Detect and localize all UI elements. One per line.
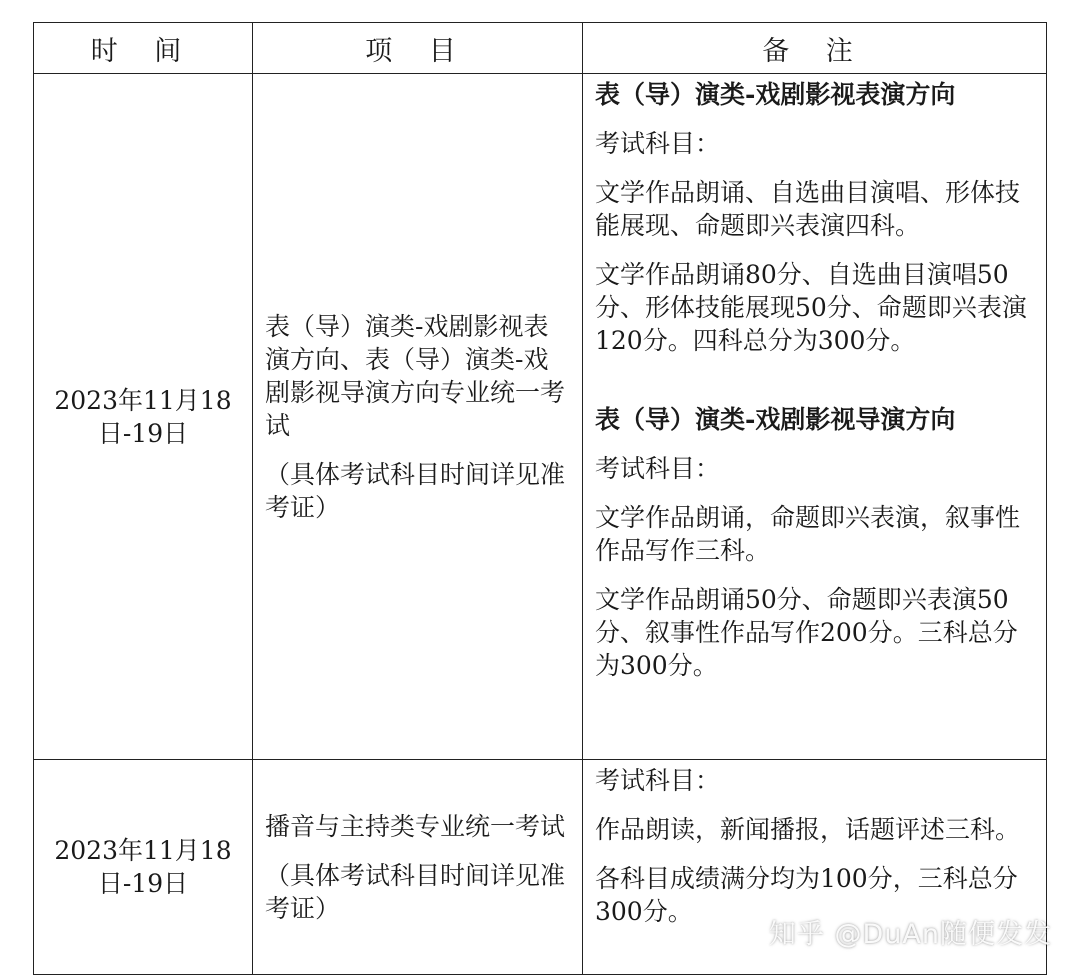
section-spacer bbox=[595, 373, 1036, 403]
header-notes: 备 注 bbox=[583, 23, 1047, 74]
item-title: 播音与主持类专业统一考试 bbox=[265, 811, 566, 841]
section-scores: 文学作品朗诵50分、命题即兴表演50分、叙事性作品写作200分。三科总分为300分。 bbox=[595, 585, 1018, 680]
table-header-row bbox=[34, 23, 1047, 74]
notes-cell bbox=[583, 760, 1047, 975]
section-subjects: 作品朗读，新闻播报，话题评述三科。 bbox=[595, 815, 1021, 844]
table-row bbox=[34, 74, 1047, 760]
header-time: 时 间 bbox=[34, 23, 253, 74]
section-title: 表（导）演类-戏剧影视表演方向 bbox=[595, 80, 956, 109]
item-cell bbox=[253, 74, 583, 760]
watermark-text: 知乎 @DuAn随便发发 bbox=[768, 919, 1052, 950]
notes-cell bbox=[583, 74, 1047, 760]
section-scores: 文学作品朗诵80分、自选曲目演唱50分、形体技能展现50分、命题即兴表演120分。四科总分为300分。 bbox=[595, 260, 1027, 355]
header-item: 项 目 bbox=[253, 23, 583, 74]
section-label: 考试科目： bbox=[595, 766, 721, 795]
time-cell: 2023年11月18日-19日 bbox=[34, 760, 253, 975]
section-scores: 各科目成绩满分均为100分，三科总分300分。 bbox=[595, 864, 1018, 926]
section-subjects: 文学作品朗诵，命题即兴表演，叙事性作品写作三科。 bbox=[595, 503, 1021, 565]
section-label: 考试科目： bbox=[595, 129, 721, 158]
exam-schedule-table bbox=[33, 22, 1047, 975]
table-row bbox=[34, 760, 1047, 975]
section-label: 考试科目： bbox=[595, 454, 721, 483]
item-cell bbox=[253, 760, 583, 975]
time-cell: 2023年11月18日-19日 bbox=[34, 74, 253, 760]
item-title: 表（导）演类-戏剧影视表演方向、表（导）演类-戏剧影视导演方向专业统一考试 bbox=[265, 311, 566, 440]
item-note: （具体考试科目时间详见准考证） bbox=[265, 459, 566, 522]
item-note: （具体考试科目时间详见准考证） bbox=[265, 860, 566, 923]
section-title: 表（导）演类-戏剧影视导演方向 bbox=[595, 405, 956, 434]
section-subjects: 文学作品朗诵、自选曲目演唱、形体技能展现、命题即兴表演四科。 bbox=[595, 178, 1021, 240]
